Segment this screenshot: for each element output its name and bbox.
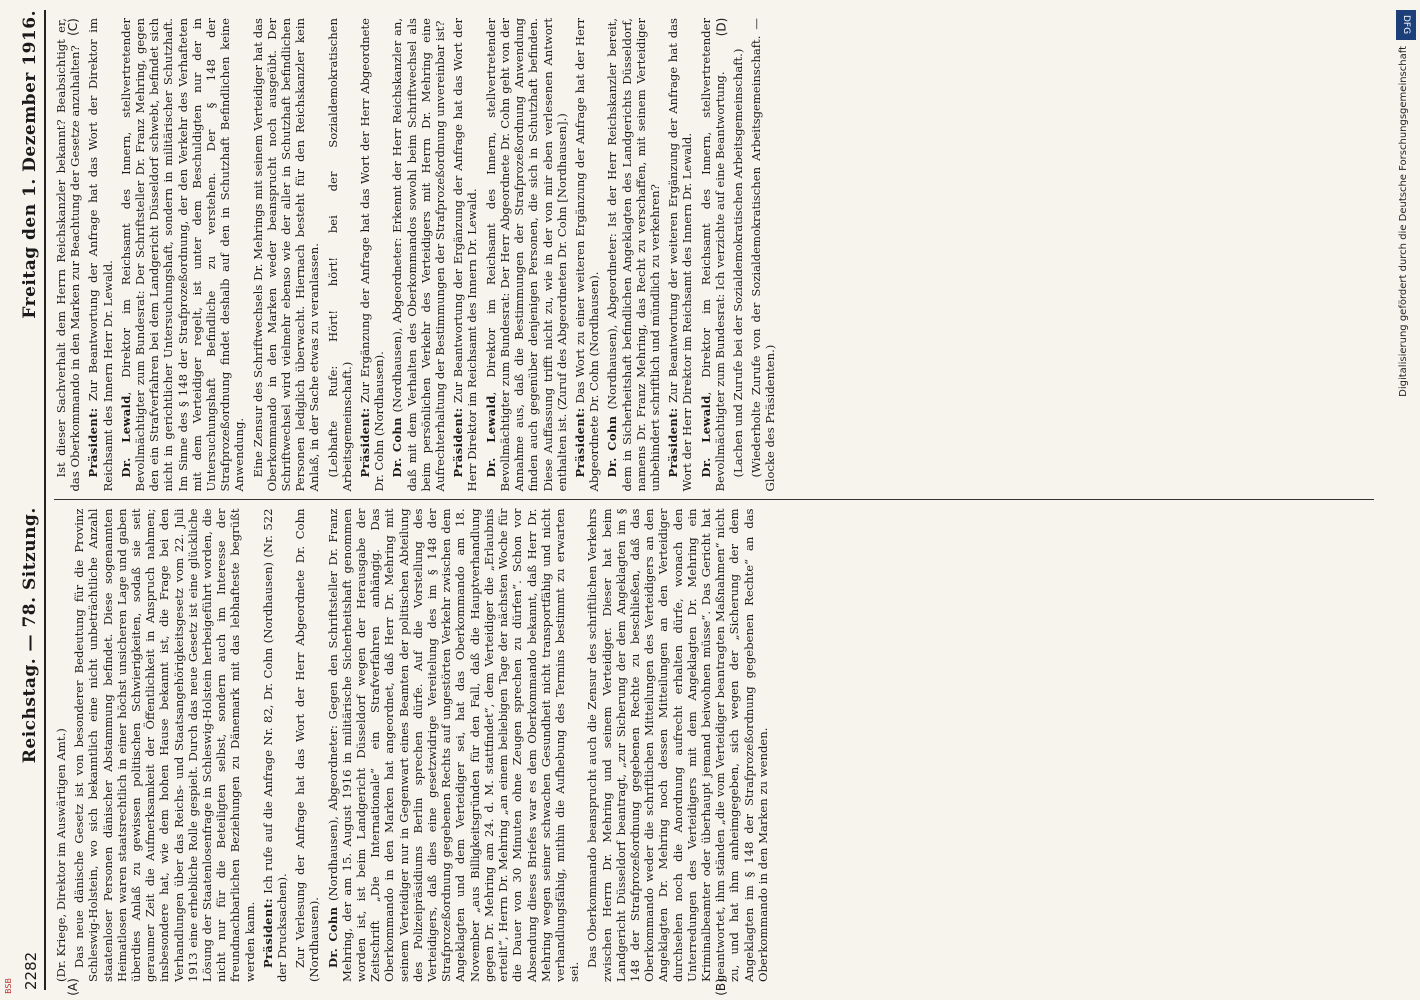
right-paragraph: Eine Zensur des Schriftwechsels Dr. Mehrings mit seinem Verteidiger hat das Oberkommando in den Marken weder beansprucht noch ausgeübt. Der Schriftwechsel wird vielmehr ebenso wie der aller in Schutzhaft befindlichen Personen lediglich überwacht. Hiernach besteht für den Reichskanzler kein Anlaß, in der Sache etwas zu veranlassen. — [250, 18, 322, 492]
right-paragraph: Dr. Cohn (Nordhausen), Abgeordneter: Ist der Herr Reichskanzler bereit, dem in Sicherheitshaft befindlichen Angeklagten des Landgerichts Düsseldorf, namens Dr. Franz Mehring, das Recht zu verschaffen, mit seinem Verteidiger unbehindert schriftlich und mündlich zu verkehren? — [605, 17, 662, 492]
column-divider — [54, 500, 1374, 501]
left-paragraph: Präsident: Ich rufe auf die Anfrage Nr. 82, Dr. Cohn (Nordhausen) (Nr. 522 der Drucksachen). — [260, 508, 290, 982]
left-paragraph: Das Oberkommando beansprucht auch die Zensur des schriftlichen Verkehrs zwischen Herrn Dr. Mehring und seinem Verteidiger. Dieser hat beim Landgericht Düsseldorf beantragt, „zur Sicherung der dem Angeklagten im § 148 der Strafprozeßordnung gegebenen Rechte zu beschließen, daß das Oberkommando weder die schriftlichen Mitteilungen des Verteidigers an den Angeklagten Dr. Mehring noch dessen Mitteilungen an den Verteidiger durchsehen noch die Anordnung aufrecht erhalten dürfe, wonach den Unterredungen des Verteidigers mit dem Angeklagten Dr. Mehring ein Kriminalbeamter oder überhaupt jemand beiwohnen müsse“. Das Gericht hat geantwortet, ihm ständen „die vom Verteidiger beantragten Maßnahmen“ nicht zu, und hat ihm anheimgegeben, sich wegen der „Sicherung der dem Angeklagten im § 148 der Strafprozeßordnung gegebenen Rechte“ an das Oberkommando in den Marken zu wenden. — [585, 508, 770, 982]
text-columns — [54, 10, 1374, 990]
right-paragraph: Präsident: Zur Ergänzung der Anfrage hat das Wort der Herr Abgeordnete Dr. Cohn (Nordhausen). — [358, 18, 387, 492]
page-number: 2282 — [22, 951, 40, 990]
header-date: Freitag den 1. Dezember 1916. — [20, 10, 40, 319]
margin-mark-b: (B) — [713, 978, 728, 996]
right-paragraph: Dr. Lewald, Direktor im Reichsamt des Innern, stellvertretender Bevollmächtigter zum Bundesrat: Ich verzichte auf eine Beantwortung. — [698, 17, 727, 492]
right-paragraph: Präsident: Zur Beantwortung der Anfrage hat das Wort der Direktor im Reichsamt des Innern Herr Dr. Lewald. — [86, 18, 115, 492]
margin-mark-a: (A) — [65, 978, 80, 996]
rotated-content — [10, 10, 1390, 990]
left-column — [54, 501, 1374, 991]
right-paragraph: Präsident: Das Wort zu einer weiteren Ergänzung der Anfrage hat der Herr Abgeordnete Dr. Cohn (Nordhausen). — [572, 18, 602, 492]
margin-mark-d: (D) — [714, 17, 729, 37]
funding-credit: Digitalisierung gefördert durch die Deutsche Forschungsgemeinschaft — [1398, 46, 1409, 397]
right-paragraph: (Lebhafte Rufe: Hört! hört! bei der Sozialdemokratischen Arbeitsgemeinschaft.) — [325, 18, 354, 492]
right-paragraph: Präsident: Zur Beantwortung der Ergänzung der Anfrage hat das Wort der Herr Direktor im Reichsamt des Innern Dr. Lewald. — [451, 18, 480, 492]
right-paragraph: Ist dieser Sachverhalt dem Herrn Reichskanzler bekannt? Beabsichtigt er, das Oberkommando in den Marken zur Beachtung der Gesetze anzuhalten? — [54, 18, 83, 492]
right-paragraph: (Lachen und Zurufe bei der Sozialdemokratischen Arbeitsgemeinschaft.) — [730, 48, 745, 478]
margin-mark-c: (C) — [65, 18, 80, 36]
right-paragraph: Dr. Lewald, Direktor im Reichsamt des Innern, stellvertretender Bevollmächtigter zum Bundesrat: Der Schriftsteller Dr. Franz Mehring, gegen den ein Strafverfahren bei dem Landgericht Düsseldorf schwebt, befindet sich nicht in gerichtlicher Untersuchungshaft, sondern in militärischer Schutzhaft. Im Sinne des § 148 der Strafprozeßordnung, der den Verkehr des Verhafteten mit dem Verteidiger regelt, ist unter dem Beschuldigten nur der in Untersuchungshaft Befindliche zu verstehen. Der § 148 der Strafprozeßordnung findet deshalb auf den in Schutzhaft Befindlichen keine Anwendung. — [118, 17, 247, 492]
right-paragraph: Dr. Lewald, Direktor im Reichsamt des Innern, stellvertretender Bevollmächtigter zum Bundesrat: Der Herr Abgeordnete Dr. Cohn geht von der Annahme aus, daß die Bestimmungen der Strafprozeßordnung Anwendung finden auch gegenüber denjenigen Personen, die sich in Schutzhaft befinden. Diese Auffassung trifft nicht zu, wie in der von mir eben verlesenen Antwort enthalten ist. (Zuruf des Abgeordneten Dr. Cohn [Nordhausen].) — [483, 17, 569, 492]
right-column — [54, 10, 1374, 500]
left-paragraph: Zur Verlesung der Anfrage hat das Wort der Herr Abgeordnete Dr. Cohn (Nordhausen). — [293, 508, 322, 982]
left-paragraph: (Dr. Kriege, Direktor im Auswärtigen Amt.) — [54, 728, 68, 982]
digitization-sidebar — [1394, 10, 1418, 990]
left-paragraph: Das neue dänische Gesetz ist von besonderer Bedeutung für die Provinz Schleswig-Holstein, wo sich bekanntlich eine nicht unbeträchtliche Anzahl staatenloser Personen dänischer Abstammung befindet. Diese sogenannten Heimatlosen waren staatsrechtlich in einer höchst unsicheren Lage und gaben überdies Anlaß zu gewissen politischen Schwierigkeiten, sodaß sie seit geraumer Zeit die Aufmerksamkeit der Öffentlichkeit in Anspruch nahmen; insbesondere hat, wie dem hohen Hause bekannt ist, die Frage bei den Verhandlungen über das Reichs- und Staatsangehörigkeitsgesetz vom 22. Juli 1913 eine erhebliche Rolle gespielt. Durch das neue Gesetz ist eine glückliche Lösung der Staatenlosenfrage in Schleswig-Holstein herbeigeführt worden, die nicht nur für die Beteiligten selbst, sondern auch im Interesse der freundnachbarlichen Beziehungen zu Dänemark mit das lebhafteste begrüßt werden kann. — [72, 508, 257, 982]
library-mark: BSB — [4, 978, 13, 994]
right-paragraph: Präsident: Zur Beantwortung der weiteren Ergänzung der Anfrage hat das Wort der Herr Direktor im Reichsamt des Innern Dr. Lewald. — [666, 18, 695, 492]
left-paragraph: Dr. Cohn (Nordhausen), Abgeordneter: Gegen den Schriftsteller Dr. Franz Mehring, der am 15. August 1916 in militärische Sicherheitshaft genommen worden ist, ist beim Landgericht Düsseldorf wegen der Herausgabe der Zeitschrift „Die Internationale“ ein Strafverfahren anhängig. Das Oberkommando in den Marken hat angeordnet, daß Herr Dr. Mehring mit seinem Verteidiger nur in Gegenwart eines Beamten der politischen Abteilung des Polizeipräsidiums Berlin sprechen dürfe. Auf die Vorstellung des Verteidigers, daß dies eine gesetzwidrige Vereitelung des im § 148 der Strafprozeßordnung gegebenen Rechts auf ungestörten Verkehr zwischen dem Angeklagten und dem Verteidiger sei, hat das Oberkommando am 18. November „aus Billigkeitsgründen für den Fall, daß die Hauptverhandlung gegen Dr. Mehring am 24. d. M. stattfindet“, dem Verteidiger die „Erlaubnis erteilt“, Herrn Dr. Mehring „an einem beliebigen Tage der nächsten Woche für die Dauer von 30 Minuten ohne Zeugen sprechen zu dürfen“. Schon vor Absendung dieses Briefes war es dem Oberkommando bekannt, daß Herr Dr. Mehring wegen seiner schwachen Gesundheit nicht transportfähig und nicht verhandlungsfähig, mithin die Aufhebung des Termins bestimmt zu erwarten sei. — [325, 508, 582, 982]
dfg-logo: DFG — [1396, 10, 1416, 40]
running-header — [10, 10, 46, 990]
right-paragraph: Dr. Cohn (Nordhausen), Abgeordneter: Erkennt der Herr Reichskanzler an, daß mit dem Verhalten des Oberkommandos sowohl beim Schriftwechsel als beim persönlichen Verkehr des Verteidigers mit Herrn Dr. Mehring eine Aufrechterhaltung der Bestimmungen der Strafprozeßordnung unvereinbar ist? — [390, 17, 448, 492]
right-paragraph: (Wiederholte Zurufe von der Sozialdemokratischen Arbeitsgemeinschaft. — Glocke des Präsidenten.) — [749, 18, 778, 492]
header-title: Reichstag. — 78. Sitzung. — [20, 507, 40, 764]
